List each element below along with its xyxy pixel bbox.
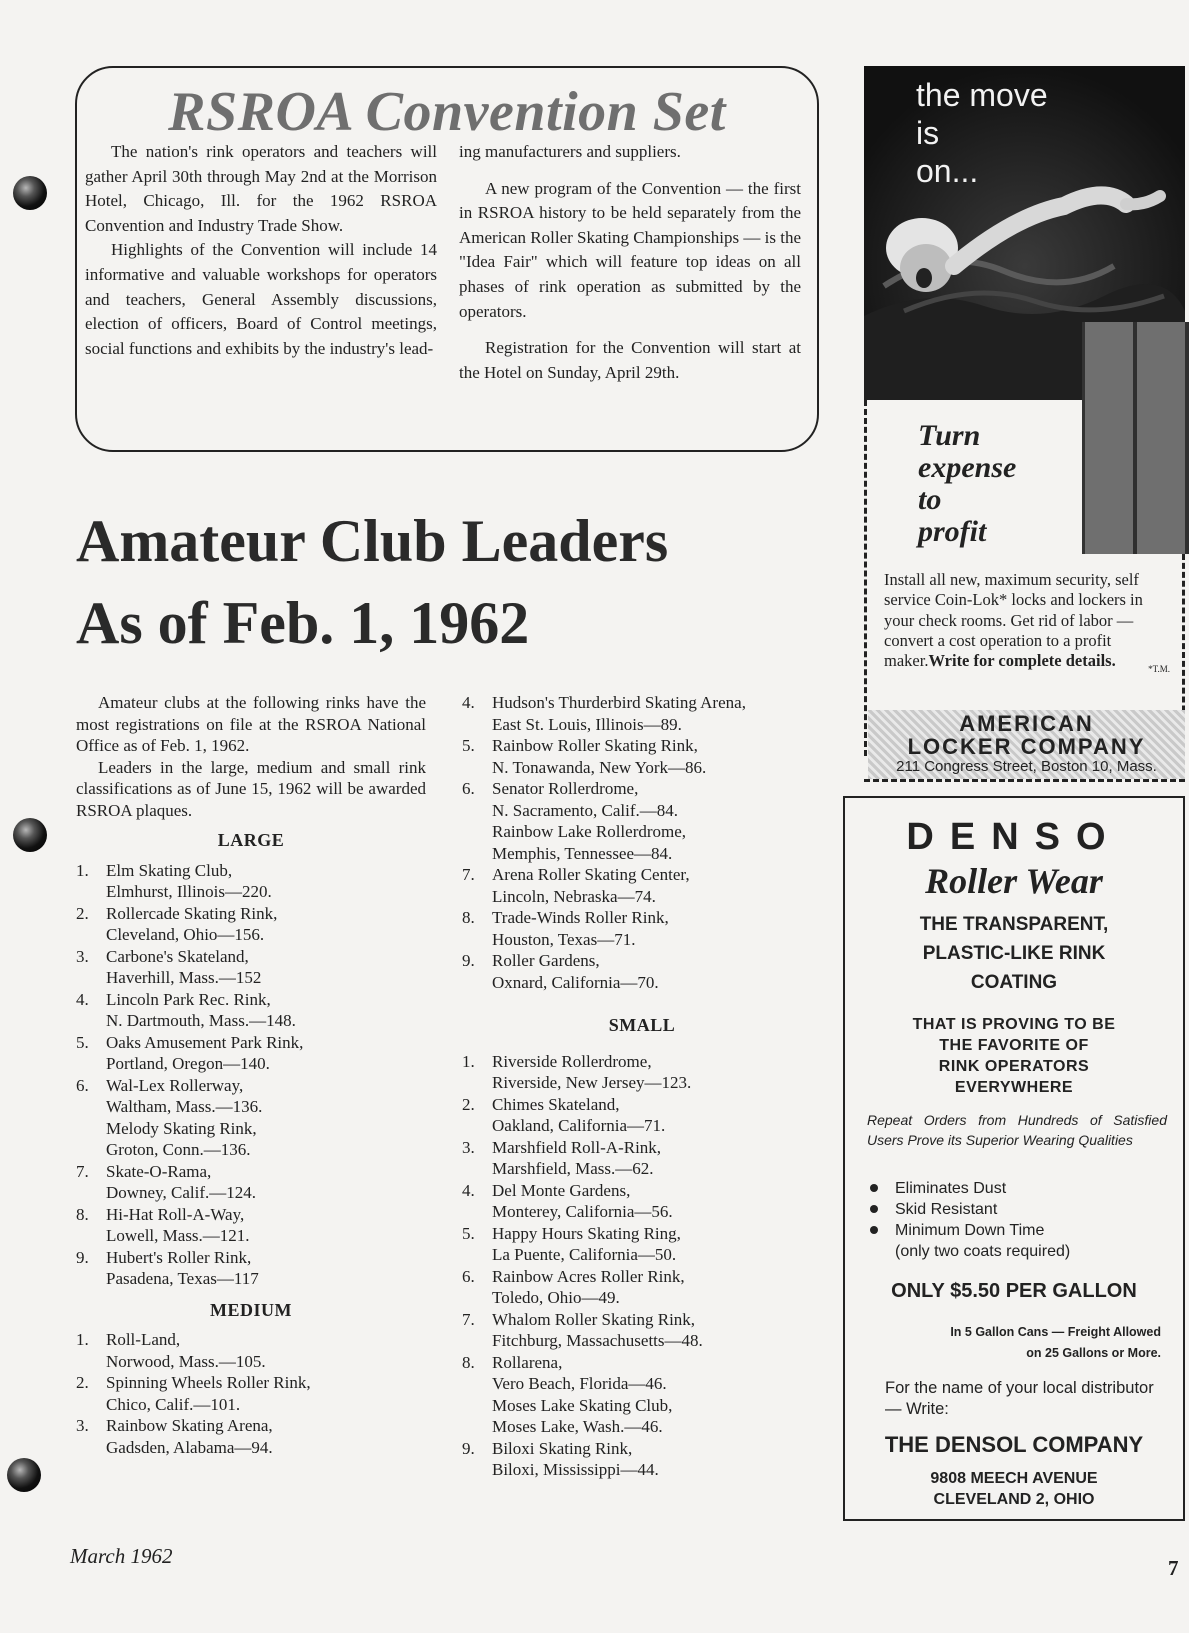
denso-cans [845, 1322, 1161, 1364]
list-item-number: 4. [462, 1180, 475, 1200]
bullet-note-text: (only two coats required) [895, 1243, 1071, 1260]
locker-company-address: 211 Congress Street, Boston 10, Mass. [896, 758, 1157, 775]
list-item-number: 1. [76, 860, 89, 880]
convention-box [75, 66, 819, 452]
convention-paragraph: A new program of the Convention — the first in RSROA history to be held separately from the American Roller Skating Championships — is the "Idea Fair" which will feature top ideas on all phases of rink operation as submitted by the operators. [459, 178, 801, 321]
list-item-line: Cleveland, Ohio—156. [106, 925, 265, 944]
list-item-line: Roll-Land, [106, 1330, 181, 1349]
list-item-number: 5. [462, 1223, 475, 1243]
list-item-line: Chico, Calif.—101. [106, 1394, 241, 1414]
cans-line: In 5 Gallon Cans — Freight Allowed [950, 1325, 1161, 1339]
locker-ad-cta: Write for complete details. [928, 651, 1116, 671]
list-item [462, 1094, 822, 1137]
bullet-icon [870, 1205, 878, 1213]
list-item-line: Portland, Oregon—140. [106, 1054, 270, 1073]
proving-line: EVERYWHERE [954, 1079, 1074, 1096]
list-item-line: Carbone's Skateland, [106, 946, 249, 966]
list-item [76, 1075, 426, 1161]
list-item-number: 5. [462, 736, 475, 755]
list-item-line: Biloxi Skating Rink, [492, 1438, 633, 1458]
convention-paragraph: ing manufacturers and suppliers. [459, 142, 681, 161]
trademark-note: *T.M. [1148, 664, 1170, 675]
list-item-number: 9. [462, 1438, 475, 1458]
list-item-line: Rainbow Lake Rollerdrome, [492, 822, 687, 841]
list-item-line: Rollercade Skating Rink, [106, 903, 278, 923]
locker-image [1082, 322, 1189, 554]
list-item-line: Houston, Texas—71. [492, 929, 636, 949]
list-item [76, 1204, 426, 1247]
dashed-border [864, 400, 867, 756]
denso-script-title: Roller Wear [925, 861, 1103, 901]
list-item-line: Fitchburg, Massachusetts—48. [492, 1331, 703, 1350]
dashed-border [864, 779, 1185, 782]
list-item [462, 907, 822, 950]
list-item-number: 8. [76, 1204, 89, 1224]
list-item-line: Waltham, Mass.—136. [106, 1097, 263, 1116]
page-headline [76, 500, 668, 664]
list-item-number: 3. [76, 946, 89, 966]
convention-paragraph: Highlights of the Convention will include 14 informative and valuable workshops for operators and teachers, General Assembly discussions, election of officers, Board of Control meetings, social functions and exhibits by the industry's lead- [85, 240, 437, 358]
binder-hole-bottom [7, 1458, 41, 1492]
intro-paragraph: Leaders in the large, medium and small rink classifications as of June 15, 1962 will be awarded RSROA plaques. [76, 757, 426, 820]
list-item-line: Elmhurst, Illinois—220. [106, 882, 272, 901]
list-item-line: Moses Lake Skating Club, [492, 1395, 673, 1415]
list-item-line: Arena Roller Skating Center, [492, 865, 690, 884]
list-item-line: N. Tonawanda, New York—86. [492, 757, 707, 777]
proving-line: THAT IS PROVING TO BE [912, 1016, 1116, 1033]
list-item-line: Pasadena, Texas—117 [106, 1269, 259, 1288]
bullet-note [867, 1241, 1167, 1262]
headline-word: profit [918, 515, 987, 548]
footer-date: March 1962 [70, 1544, 173, 1568]
bullet-item [867, 1220, 1167, 1241]
list-item-line: Roller Gardens, [492, 951, 600, 970]
list-medium-part2 [462, 692, 822, 993]
locker-ad-body [884, 570, 1170, 679]
headline-line: As of Feb. 1, 1962 [76, 590, 530, 656]
list-item [462, 950, 822, 993]
list-item [76, 903, 426, 946]
bullet-text: Skid Resistant [895, 1201, 998, 1218]
list-item [462, 1438, 822, 1481]
list-item-line: East St. Louis, Illinois—89. [492, 714, 682, 734]
bullet-item [867, 1178, 1167, 1199]
list-item-number: 8. [462, 908, 475, 927]
list-item [76, 946, 426, 989]
coating-line: COATING [970, 972, 1058, 993]
denso-company-address [845, 1468, 1183, 1510]
list-item-line: Melody Skating Rink, [106, 1118, 257, 1138]
list-item [76, 989, 426, 1032]
coating-line: THE TRANSPARENT, [919, 914, 1109, 935]
list-item-line: La Puente, California—50. [492, 1245, 677, 1264]
list-item [462, 864, 822, 907]
list-item [462, 1180, 822, 1223]
address-line: 9808 MEECH AVENUE [930, 1470, 1098, 1487]
convention-paragraph: The nation's rink operators and teachers will gather April 30th through May 2nd at the Morrison Hotel, Chicago, Ill. for the 1962 RSROA Convention and Industry Trade Show. [85, 142, 437, 235]
list-item [76, 1415, 426, 1458]
list-item-number: 6. [76, 1075, 89, 1095]
list-item [76, 1329, 426, 1372]
bullet-text: Minimum Down Time [895, 1222, 1045, 1239]
list-item [76, 1161, 426, 1204]
binder-hole-top [13, 176, 47, 210]
list-item [76, 1247, 426, 1290]
list-item [462, 692, 822, 735]
list-item [462, 1137, 822, 1180]
list-item-line: Oaks Amusement Park Rink, [106, 1032, 304, 1052]
locker-ad-text: Install all new, maximum security, self service Coin-Lok* locks and lockers in your check rooms. Get rid of labor — convert a cost operation to a profit maker. [884, 570, 1143, 671]
list-medium-part1 [76, 1329, 426, 1458]
list-item-line: Vero Beach, Florida—46. [492, 1374, 667, 1393]
list-item-line: Senator Rollerdrome, [492, 779, 639, 798]
list-item [462, 778, 822, 864]
denso-coating [845, 910, 1183, 997]
denso-repeat-orders: Repeat Orders from Hundreds of Satisfied Users Prove its Superior Wearing Qualities [867, 1112, 1167, 1148]
bullet-icon [870, 1184, 878, 1192]
page-number: 7 [1168, 1556, 1179, 1580]
list-item [462, 1352, 822, 1438]
list-item-number: 7. [462, 1309, 475, 1329]
coating-line: PLASTIC-LIKE RINK [922, 943, 1106, 964]
list-item-number: 5. [76, 1032, 89, 1052]
list-item-line: Rainbow Roller Skating Rink, [492, 736, 698, 755]
list-item-line: Skate-O-Rama, [106, 1161, 212, 1181]
list-item-line: Whalom Roller Skating Rink, [492, 1309, 696, 1329]
section-heading-large: LARGE [217, 830, 285, 850]
denso-distributor-note: For the name of your local distributor — Write: [885, 1379, 1154, 1418]
list-item-line: Rainbow Skating Arena, [106, 1416, 273, 1435]
bullet-text: Eliminates Dust [895, 1180, 1007, 1197]
headline-line: Amateur Club Leaders [76, 508, 669, 574]
list-item-number: 3. [462, 1137, 475, 1157]
list-item-line: Downey, Calif.—124. [106, 1183, 256, 1202]
denso-company-name: THE DENSOL COMPANY [884, 1432, 1144, 1457]
tagline-line: on... [916, 153, 979, 189]
list-item-line: Chimes Skateland, [492, 1094, 620, 1114]
denso-title: DENSO [906, 816, 1122, 858]
list-item-number: 4. [76, 989, 89, 1009]
list-large [76, 860, 426, 1290]
section-heading-medium: MEDIUM [210, 1299, 292, 1320]
list-item-line: Lincoln Park Rec. Rink, [106, 989, 271, 1009]
list-item-line: Marshfield, Mass.—62. [492, 1159, 654, 1178]
headline-word: Turn [918, 419, 981, 452]
list-item-number: 1. [76, 1330, 89, 1349]
locker-company-name [868, 712, 1185, 758]
company-line: LOCKER COMPANY [907, 734, 1146, 759]
convention-title: RSROA Convention Set [168, 81, 726, 143]
list-item-line: Groton, Conn.—136. [106, 1140, 251, 1159]
locker-ad-tagline [916, 76, 1048, 190]
company-line: AMERICAN [959, 711, 1094, 736]
list-item-number: 2. [76, 1373, 89, 1392]
list-item-line: Riverside, New Jersey—123. [492, 1073, 692, 1092]
list-item-number: 3. [76, 1416, 89, 1435]
list-item-line: Elm Skating Club, [106, 860, 233, 880]
list-item-line: Haverhill, Mass.—152 [106, 968, 262, 987]
list-item-number: 2. [76, 903, 89, 923]
list-item-line: Rainbow Acres Roller Rink, [492, 1266, 685, 1286]
list-item [462, 1309, 822, 1352]
list-item [76, 860, 426, 903]
list-item-line: Del Monte Gardens, [492, 1180, 631, 1200]
proving-line: THE FAVORITE OF [939, 1037, 1089, 1054]
proving-line: RINK OPERATORS [938, 1058, 1090, 1075]
list-item-line: N. Dartmouth, Mass.—148. [106, 1011, 296, 1030]
convention-left-column [85, 140, 437, 361]
list-item-number: 6. [462, 1266, 475, 1286]
list-item-number: 9. [462, 951, 475, 970]
list-item-line: Gadsden, Alabama—94. [106, 1437, 273, 1457]
list-item-number: 9. [76, 1247, 89, 1267]
list-item-line: Marshfield Roll-A-Rink, [492, 1137, 662, 1157]
list-item-line: Toledo, Ohio—49. [492, 1288, 620, 1307]
list-item-number: 7. [462, 865, 475, 884]
leaders-left-column [76, 692, 426, 1458]
list-item [76, 1372, 426, 1415]
list-item-number: 8. [462, 1352, 475, 1372]
list-item-line: Wal-Lex Rollerway, [106, 1075, 244, 1095]
list-item [462, 735, 822, 778]
list-item-line: Hudson's Thurderbird Skating Arena, [492, 693, 746, 712]
list-item-line: Oakland, California—71. [492, 1116, 666, 1135]
list-item-line: Spinning Wheels Roller Rink, [106, 1373, 311, 1392]
list-item-line: Lowell, Mass.—121. [106, 1226, 250, 1245]
convention-right-column [459, 140, 801, 385]
leaders-middle-column [462, 692, 822, 1481]
list-item-number: 2. [462, 1094, 475, 1114]
list-item-line: Riverside Rollerdrome, [492, 1051, 652, 1071]
tagline-line: is [916, 115, 940, 151]
list-item-line: Trade-Winds Roller Rink, [492, 908, 669, 927]
list-item-line: Hi-Hat Roll-A-Way, [106, 1204, 245, 1224]
list-item-number: 6. [462, 779, 475, 798]
convention-paragraph: Registration for the Convention will start at the Hotel on Sunday, April 29th. [459, 338, 801, 382]
list-item-line: Lincoln, Nebraska—74. [492, 886, 656, 906]
tagline-line: the move [916, 77, 1048, 113]
list-item-line: Norwood, Mass.—105. [106, 1351, 266, 1371]
bullet-icon [870, 1226, 878, 1234]
list-item-line: N. Sacramento, Calif.—84. [492, 800, 679, 820]
list-item-number: 4. [462, 693, 475, 712]
list-item-line: Moses Lake, Wash.—46. [492, 1417, 663, 1436]
locker-ad-headline [918, 420, 1016, 548]
address-line: CLEVELAND 2, OHIO [933, 1491, 1095, 1508]
list-item [462, 1051, 822, 1094]
denso-price: ONLY $5.50 PER GALLON [891, 1280, 1137, 1302]
intro [76, 692, 426, 821]
binder-hole-middle [13, 818, 47, 852]
list-item-line: Rollarena, [492, 1352, 563, 1372]
intro-paragraph: Amateur clubs at the following rinks have the most registrations on file at the RSROA National Office as of Feb. 1, 1962. [76, 693, 426, 755]
list-item [462, 1266, 822, 1309]
denso-bullets [867, 1178, 1167, 1262]
headline-word: expense [918, 451, 1017, 484]
list-small [462, 1051, 822, 1481]
list-item-line: Happy Hours Skating Ring, [492, 1223, 681, 1243]
list-item-line: Oxnard, California—70. [492, 972, 659, 992]
section-heading-small: SMALL [608, 1015, 676, 1035]
list-item-number: 7. [76, 1161, 89, 1181]
list-item [76, 1032, 426, 1075]
denso-ad [843, 796, 1185, 1521]
list-item-line: Biloxi, Mississippi—44. [492, 1460, 659, 1479]
list-item [462, 1223, 822, 1266]
list-item-line: Hubert's Roller Rink, [106, 1247, 252, 1267]
list-item-number: 1. [462, 1051, 475, 1071]
denso-proving [845, 1014, 1183, 1098]
headline-word: to [918, 483, 942, 516]
cans-line: on 25 Gallons or More. [1026, 1346, 1161, 1360]
bullet-item [867, 1199, 1167, 1220]
list-item-line: Monterey, California—56. [492, 1202, 673, 1221]
list-item-line: Memphis, Tennessee—84. [492, 843, 673, 863]
